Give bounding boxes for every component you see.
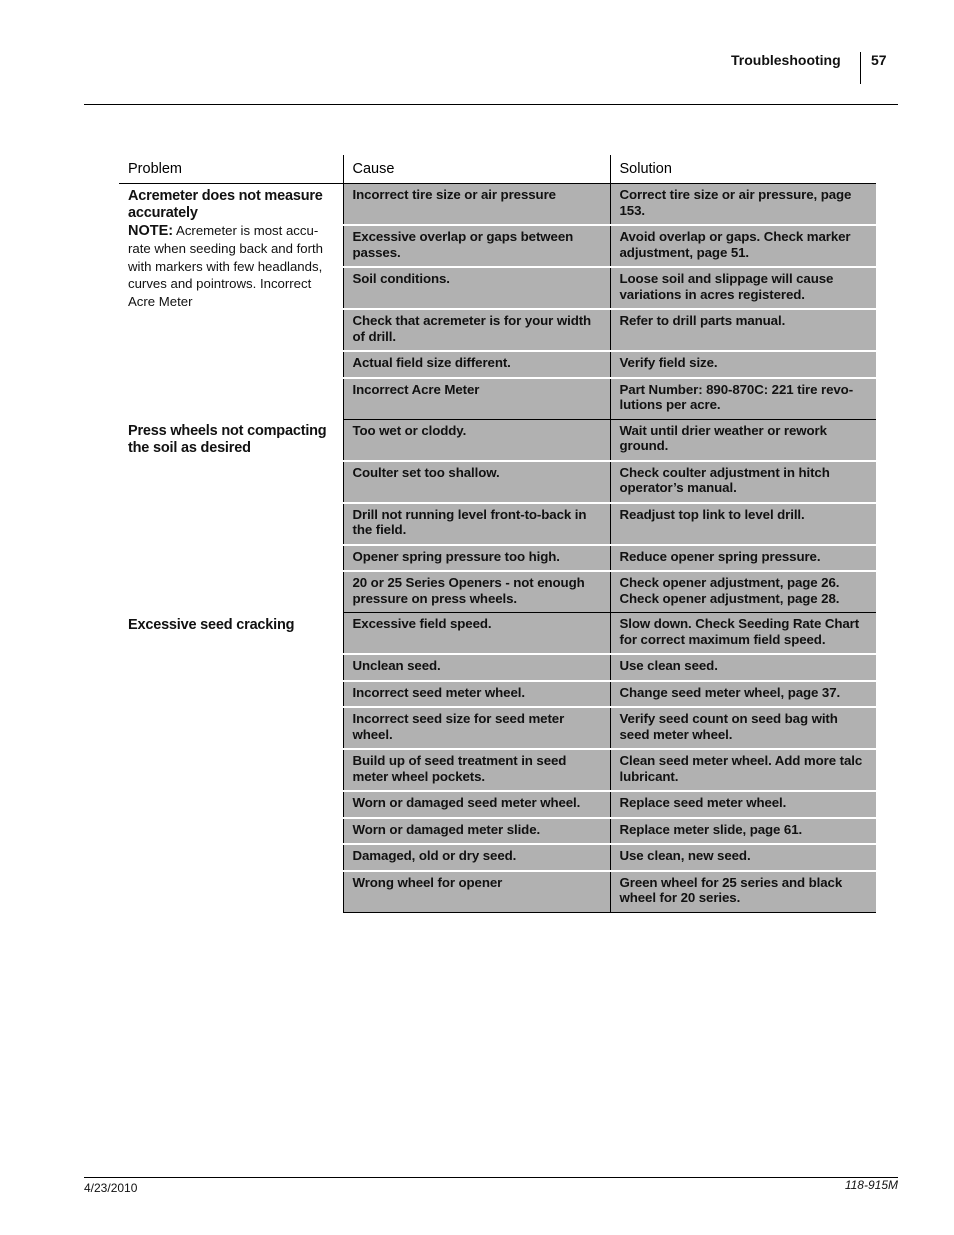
table-row — [119, 184, 876, 226]
solution-cell: Green wheel for 25 series and black wheel for 20 series. — [610, 871, 876, 913]
solution-cell: Part Number: 890-870C: 221 tire revo-lutions per acre. — [610, 378, 876, 420]
solution-cell: Reduce opener spring pressure. — [610, 545, 876, 572]
solution-cell: Slow down. Check Seeding Rate Chart for correct maximum field speed. — [610, 613, 876, 655]
problem-cell — [119, 184, 343, 420]
solution-cell: Loose soil and slippage will cause variations in acres registered. — [610, 267, 876, 309]
solution-cell: Readjust top link to level drill. — [610, 503, 876, 545]
header-divider — [860, 52, 861, 84]
table-row — [119, 613, 876, 655]
cause-cell: Incorrect tire size or air pressure — [343, 184, 610, 226]
column-header-problem: Problem — [119, 155, 343, 184]
cause-cell: Build up of seed treatment in seed meter wheel pockets. — [343, 749, 610, 791]
solution-cell: Replace seed meter wheel. — [610, 791, 876, 818]
cause-cell: Coulter set too shallow. — [343, 461, 610, 503]
problem-cell — [119, 613, 343, 913]
cause-cell: 20 or 25 Series Openers - not enough pressure on press wheels. — [343, 571, 610, 613]
cause-cell: Damaged, old or dry seed. — [343, 844, 610, 871]
solution-cell: Correct tire size or air pressure, page 153. — [610, 184, 876, 226]
cause-cell: Check that acremeter is for your width of drill. — [343, 309, 610, 351]
table-row — [119, 419, 876, 461]
cause-cell: Incorrect Acre Meter — [343, 378, 610, 420]
footer-rule — [84, 1177, 898, 1178]
solution-cell: Replace meter slide, page 61. — [610, 818, 876, 845]
solution-cell: Verify field size. — [610, 351, 876, 378]
problem-note — [128, 222, 337, 310]
column-header-cause: Cause — [343, 155, 610, 184]
problem-text: Excessive seed cracking — [128, 616, 295, 633]
footer-doc-number: 118-915M — [844, 1178, 898, 1192]
cause-cell: Too wet or cloddy. — [343, 419, 610, 461]
cause-cell: Incorrect seed meter wheel. — [343, 681, 610, 708]
solution-cell: Use clean, new seed. — [610, 844, 876, 871]
note-text: Acremeter is most accu-rate when seeding back and forth with markers with few headlands, curves and pointrows. Incorrect Acre Meter — [128, 223, 324, 309]
problem-text: Acremeter does not measure accurately — [128, 188, 323, 221]
header-rule — [84, 104, 898, 105]
cause-cell: Excessive overlap or gaps between passes. — [343, 225, 610, 267]
cause-cell: Opener spring pressure too high. — [343, 545, 610, 572]
column-header-solution: Solution — [610, 155, 876, 184]
cause-cell: Soil conditions. — [343, 267, 610, 309]
section-title: Troubleshooting — [731, 52, 841, 68]
solution-cell: Refer to drill parts manual. — [610, 309, 876, 351]
solution-cell: Use clean seed. — [610, 654, 876, 681]
note-label: NOTE: — [128, 223, 174, 239]
table-body — [119, 184, 876, 913]
solution-cell: Check opener adjustment, page 26. Check opener adjustment, page 28. — [610, 571, 876, 613]
solution-cell: Avoid overlap or gaps. Check marker adjustment, page 51. — [610, 225, 876, 267]
solution-cell: Check coulter adjustment in hitch operator’s manual. — [610, 461, 876, 503]
solution-cell: Verify seed count on seed bag with seed meter wheel. — [610, 707, 876, 749]
solution-cell: Clean seed meter wheel. Add more talc lubricant. — [610, 749, 876, 791]
cause-cell: Excessive field speed. — [343, 613, 610, 655]
solution-cell: Change seed meter wheel, page 37. — [610, 681, 876, 708]
cause-cell: Drill not running level front-to-back in the field. — [343, 503, 610, 545]
footer-date: 4/23/2010 — [84, 1181, 138, 1195]
solution-cell: Wait until drier weather or rework ground. — [610, 419, 876, 461]
cause-cell: Actual field size different. — [343, 351, 610, 378]
page-number: 57 — [871, 52, 887, 68]
cause-cell: Worn or damaged meter slide. — [343, 818, 610, 845]
cause-cell: Incorrect seed size for seed meter wheel. — [343, 707, 610, 749]
table-header-row — [119, 155, 876, 184]
problem-text: Press wheels not compacting the soil as desired — [128, 423, 327, 456]
problem-cell — [119, 419, 343, 613]
cause-cell: Wrong wheel for opener — [343, 871, 610, 913]
cause-cell: Unclean seed. — [343, 654, 610, 681]
troubleshooting-table — [119, 155, 876, 913]
cause-cell: Worn or damaged seed meter wheel. — [343, 791, 610, 818]
